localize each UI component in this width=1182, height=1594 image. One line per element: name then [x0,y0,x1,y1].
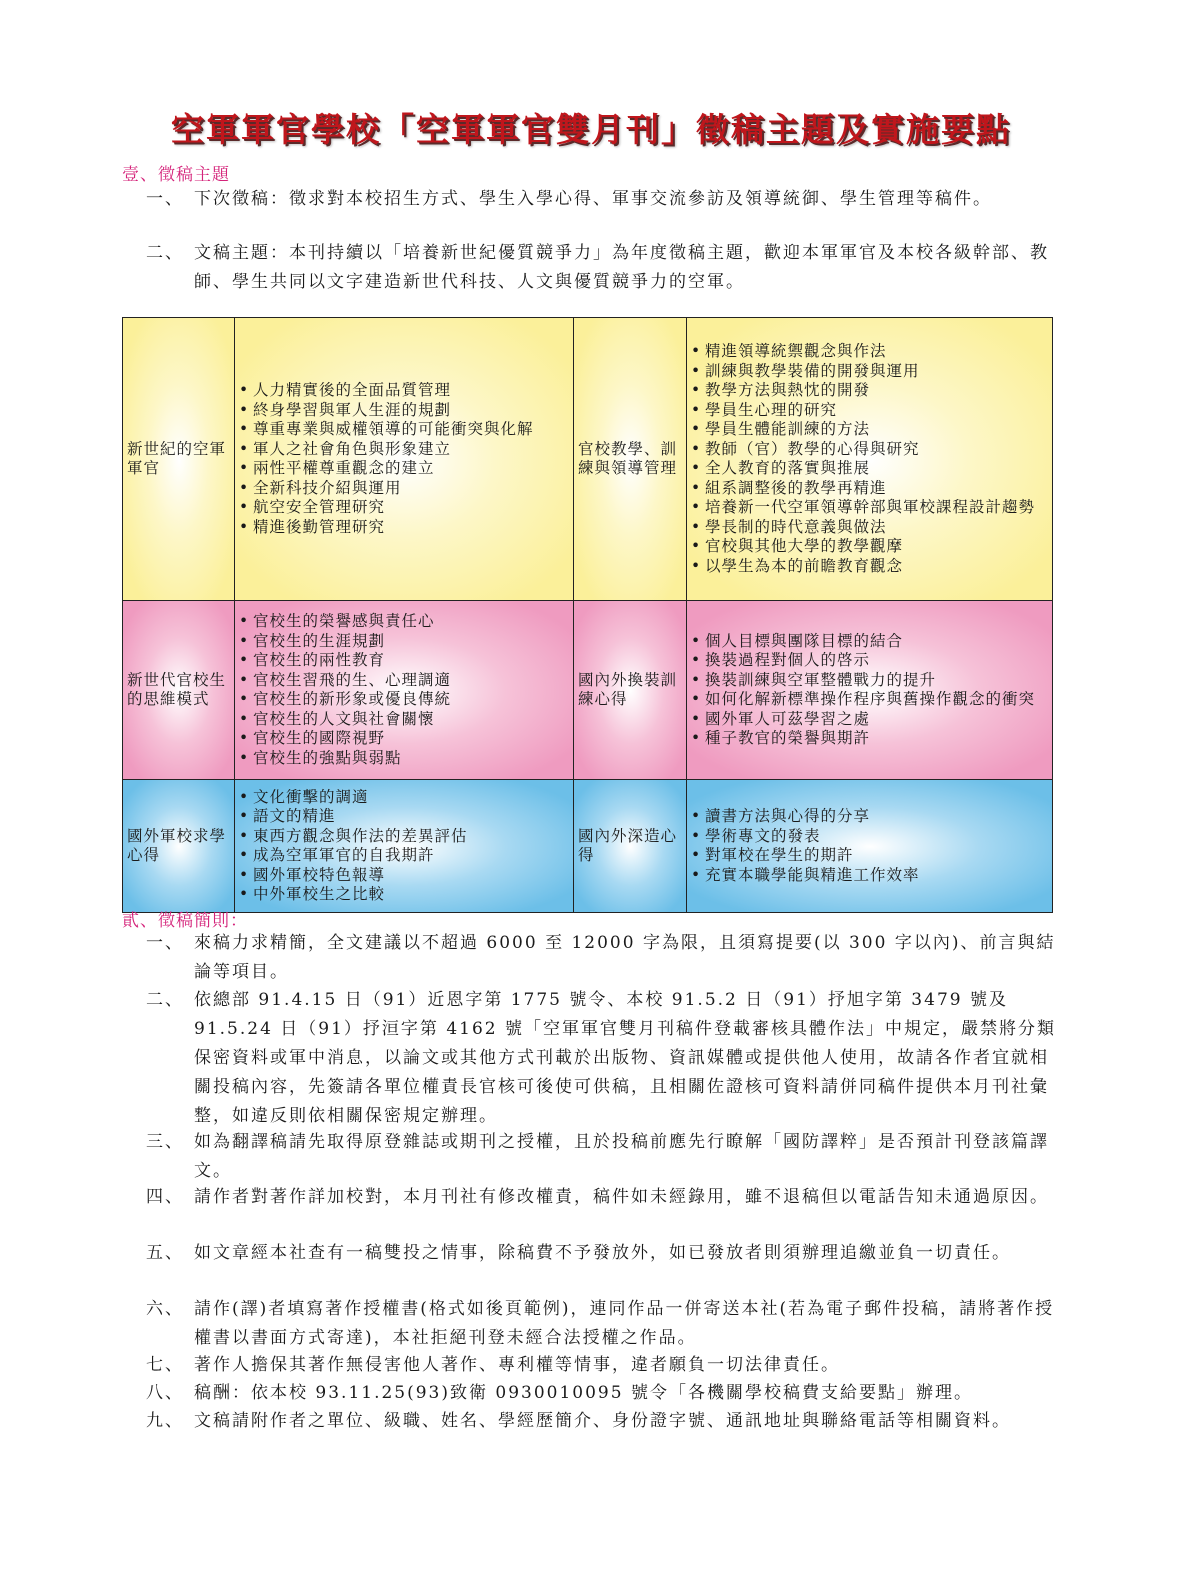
page-title: 空軍軍官學校「空軍軍官雙月刊」徵稿主題及實施要點 [171,110,1011,149]
topic-list [691,807,1048,885]
item-number: 一、 [146,933,184,953]
section1-heading: 壹、徵稿主題 [122,165,230,185]
topic-item: • 訓練與教學裝備的開發與運用 [691,362,1048,382]
item-number: 七、 [146,1355,184,1375]
topic-item: • 以學生為本的前瞻教育觀念 [691,557,1048,577]
topic-item: • 官校生的兩性教育 [239,651,569,671]
section2-item [146,1379,1056,1408]
item-text: 如文章經本社查有一稿雙投之情事，除稿費不予發放外，如已發放者則須辦理追繳並負一切責任。 [194,1243,1011,1263]
item-number: 一、 [146,189,184,209]
topic-item: • 組系調整後的教學再精進 [691,479,1048,499]
section2-item [146,1239,1056,1268]
category-cell: 國內外換裝訓練心得 [574,601,687,780]
category-cell: 國外軍校求學心得 [123,780,235,913]
topic-item: • 語文的精進 [239,807,569,827]
topic-item: • 官校生的生涯規劃 [239,632,569,652]
topic-item: • 如何化解新標準操作程序與舊操作觀念的衝突 [691,690,1048,710]
topic-item: • 學員生心理的研究 [691,401,1048,421]
item-number: 二、 [146,990,184,1010]
topic-list [239,612,569,768]
topics-cell [687,601,1053,780]
item-text: 依總部 91.4.15 日（91）近恩字第 1775 號令、本校 91.5.2 日（91）抒旭字第 3479 號及 91.5.24 日（91）抒洹字第 4162 號「空軍軍官雙月刊稿件登載審核具體作法」中規定，嚴禁將分類保密資料或軍中消息，以論文或其他方式刊載於出版物、資訊媒體或提供他人使用，故請各作者宜就相關投稿內容，先簽請各單位權責長官核可後使可供稿，且相關佐證核可資料請併同稿件提供本月刊社彙整，如違反則依相關保密規定辦理。 [194,990,1056,1126]
topic-item: • 中外軍校生之比較 [239,885,569,905]
topic-item: • 教學方法與熱忱的開發 [691,381,1048,401]
topic-item: • 終身學習與軍人生涯的規劃 [239,401,569,421]
topic-item: • 學員生體能訓練的方法 [691,420,1048,440]
topic-item: • 讀書方法與心得的分享 [691,807,1048,827]
item-number: 二、 [146,243,184,263]
item-number: 五、 [146,1243,184,1263]
topics-cell [235,601,574,780]
table-row [123,318,1053,601]
topic-item: • 學術專文的發表 [691,827,1048,847]
section2-item [146,1407,1056,1436]
topic-item: • 官校生習飛的生、心理調適 [239,671,569,691]
item-number: 八、 [146,1383,184,1403]
topic-list [239,788,569,905]
section2-item [146,929,1056,987]
topic-item: • 官校生的國際視野 [239,729,569,749]
section2-item [146,1295,1056,1353]
topic-item: • 軍人之社會角色與形象建立 [239,440,569,460]
topics-cell [687,318,1053,601]
item-text: 著作人擔保其著作無侵害他人著作、專利權等情事，違者願負一切法律責任。 [194,1355,840,1375]
topics-table [122,317,1053,913]
topic-item: • 換裝訓練與空軍整體戰力的提升 [691,671,1048,691]
item-text: 文稿主題：本刊持續以「培養新世紀優質競爭力」為年度徵稿主題，歡迎本軍軍官及本校各級幹部、教師、學生共同以文字建造新世代科技、人文與優質競爭力的空軍。 [194,243,1049,292]
item-text: 稿酬：依本校 93.11.25(93)致衛 0930010095 號令「各機關學校稿費支給要點」辦理。 [194,1383,973,1403]
topic-item: • 國外軍校特色報導 [239,866,569,886]
topic-item: • 精進後勤管理研究 [239,518,569,538]
topic-item: • 全新科技介紹與運用 [239,479,569,499]
item-number: 九、 [146,1411,184,1431]
topic-item: • 學長制的時代意義與做法 [691,518,1048,538]
topic-item: • 充實本職學能與精進工作效率 [691,866,1048,886]
item-text: 如為翻譯稿請先取得原登雜誌或期刊之授權，且於投稿前應先行瞭解「國防譯粹」是否預計刊登該篇譯文。 [194,1132,1049,1181]
table-row [123,601,1053,780]
topic-item: • 對軍校在學生的期許 [691,846,1048,866]
section2-heading: 貳、徵稿簡則： [122,911,248,931]
topic-item: • 換裝過程對個人的啓示 [691,651,1048,671]
item-number: 三、 [146,1132,184,1152]
section2-item [146,1183,1056,1212]
topic-item: • 官校與其他大學的教學觀摩 [691,537,1048,557]
topic-item: • 官校生的強點與弱點 [239,749,569,769]
category-cell: 國內外深造心得 [574,780,687,913]
topics-cell [687,780,1053,913]
item-text: 下次徵稿：徵求對本校招生方式、學生入學心得、軍事交流參訪及領導統御、學生管理等稿件。 [194,189,992,209]
topics-cell [235,780,574,913]
section1-item [146,239,1056,297]
topic-item: • 官校生的人文與社會關懷 [239,710,569,730]
topic-item: • 種子教官的榮譽與期許 [691,729,1048,749]
topic-list [691,342,1048,576]
item-text: 請作(譯)者填寫著作授權書(格式如後頁範例)，連同作品一併寄送本社(若為電子郵件投稿，請將著作授權書以書面方式寄達)，本社拒絕刊登未經合法授權之作品。 [194,1299,1055,1348]
topic-list [691,632,1048,749]
topic-item: • 精進領導統禦觀念與作法 [691,342,1048,362]
item-text: 文稿請附作者之單位、級職、姓名、學經歷簡介、身份證字號、通訊地址與聯絡電話等相關資料。 [194,1411,1011,1431]
topic-item: • 教師（官）教學的心得與研究 [691,440,1048,460]
item-text: 來稿力求精簡，全文建議以不超過 6000 至 12000 字為限，且須寫提要(以 300 字以內)、前言與結論等項目。 [194,933,1056,982]
topic-list [239,381,569,537]
category-cell: 官校教學、訓練與領導管理 [574,318,687,601]
topic-item: • 成為空軍軍官的自我期許 [239,846,569,866]
topic-item: • 兩性平權尊重觀念的建立 [239,459,569,479]
topic-item: • 國外軍人可茲學習之處 [691,710,1048,730]
topics-cell [235,318,574,601]
topic-item: • 人力精實後的全面品質管理 [239,381,569,401]
category-cell: 新世代官校生的思維模式 [123,601,235,780]
item-number: 四、 [146,1187,184,1207]
topic-item: • 文化衝擊的調適 [239,788,569,808]
category-cell: 新世紀的空軍軍官 [123,318,235,601]
topic-item: • 官校生的榮譽感與責任心 [239,612,569,632]
topic-item: • 全人教育的落實與推展 [691,459,1048,479]
topic-item: • 官校生的新形象或優良傳統 [239,690,569,710]
section2-item [146,1351,1056,1380]
topic-item: • 培養新一代空軍領導幹部與軍校課程設計趨勢 [691,498,1048,518]
topic-item: • 東西方觀念與作法的差異評估 [239,827,569,847]
item-number: 六、 [146,1299,184,1319]
topic-item: • 尊重專業與威權領導的可能衝突與化解 [239,420,569,440]
topic-item: • 航空安全管理研究 [239,498,569,518]
topic-item: • 個人目標與團隊目標的結合 [691,632,1048,652]
table-row [123,780,1053,913]
section1-item [146,185,1056,214]
section2-item [146,1128,1056,1186]
section2-item [146,986,1056,1131]
item-text: 請作者對著作詳加校對，本月刊社有修改權責，稿件如未經錄用，雖不退稿但以電話告知未通過原因。 [194,1187,1049,1207]
